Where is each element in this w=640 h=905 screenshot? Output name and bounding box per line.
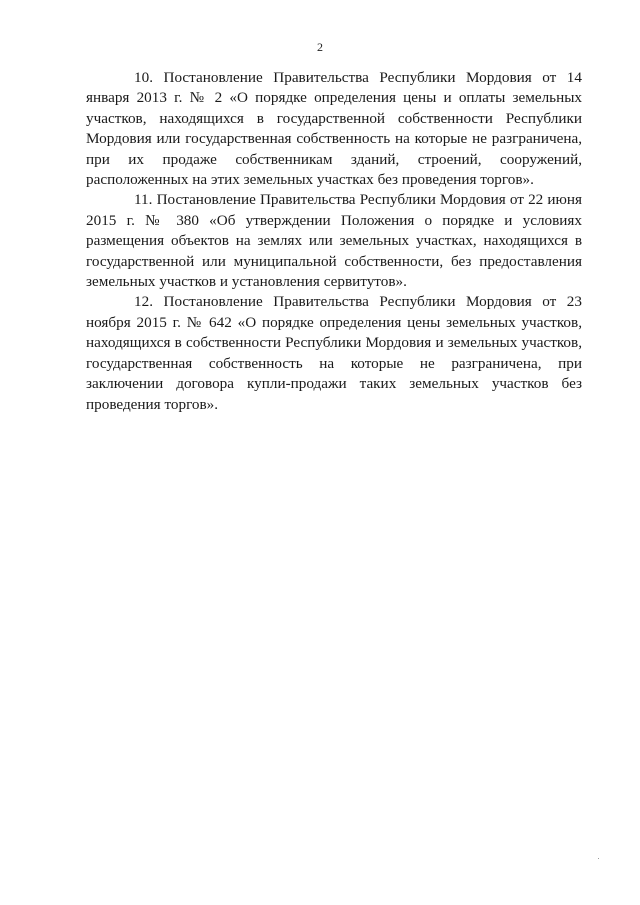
paragraph-item-10: 10. Постановление Правительства Республики Мордовия от 14 января 2013 г. № 2 «О порядке определения цены и оплаты земельных участков, находящихся в государственной собственности Республики Мордовия или государственная собственность на которые не разграничена, при их продаже собственникам зданий, строений, сооружений, расположенных на этих земельных участках без проведения торгов». [86,69,582,189]
scan-dot-mark [598,858,599,859]
document-body [86,68,582,415]
paragraph-item-12: 12. Постановление Правительства Республики Мордовия от 23 ноября 2015 г. № 642 «О порядке определения цены земельных участков, находящихся в собственности Республики Мордовия и земельных участков, государственная собственность на которые не разграничена, при заключении договора купли-продажи таких земельных участков без проведения торгов». [86,293,582,413]
page-number: 2 [317,40,323,54]
paragraph-item-11: 11. Постановление Правительства Республики Мордовия от 22 июня 2015 г. № 380 «Об утверждении Положения о порядке и условиях размещения объектов на землях или земельных участках, находящихся в государственной или муниципальной собственности, без предоставления земельных участков и установления сервитутов». [86,191,582,291]
